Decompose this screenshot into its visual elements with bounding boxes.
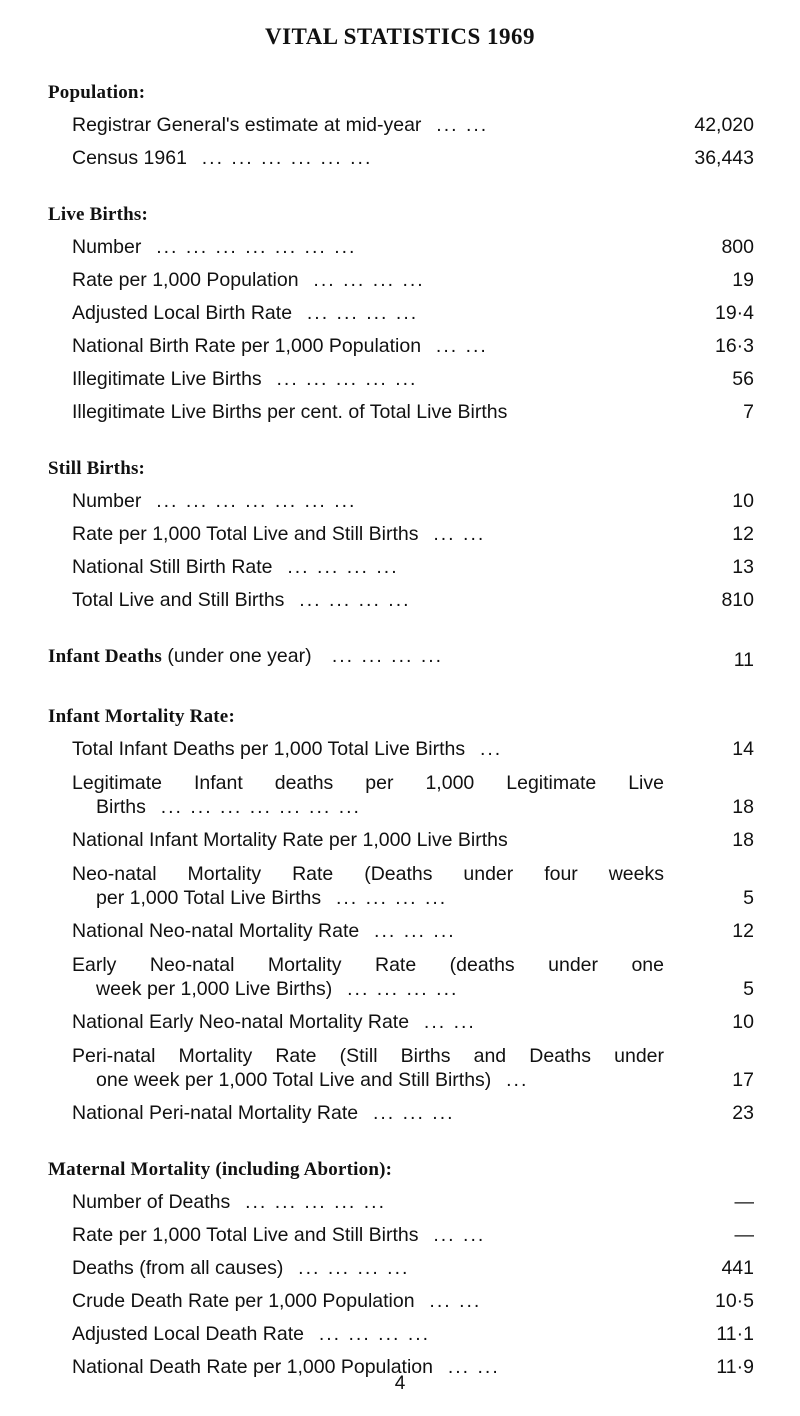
row-value: 19 — [732, 269, 754, 291]
row-label-line1: Legitimate Infant deaths per 1,000 Legitimate Live — [72, 772, 664, 794]
row-value: 11·1 — [716, 1323, 754, 1345]
row-label: Crude Death Rate per 1,000 Population ... ... — [72, 1290, 482, 1312]
leader-dots: ... ... ... ... ... — [261, 368, 418, 390]
leader-dots: ... ... — [418, 1224, 486, 1246]
row-value: 17 — [732, 1069, 754, 1091]
leader-dots: ... ... ... ... ... ... ... — [141, 236, 357, 258]
row-value: 13 — [732, 556, 754, 578]
table-row — [48, 765, 754, 823]
row-value: 10·5 — [714, 1290, 754, 1312]
row-label: Adjusted Local Death Rate ... ... ... ... — [72, 1323, 431, 1345]
row-label-line1: Peri-natal Mortality Rate (Still Births and Deaths under — [72, 1045, 664, 1067]
row-label: Total Live and Still Births ... ... ... ... — [72, 589, 411, 611]
row-value: 42,020 — [694, 114, 754, 136]
table-row — [48, 141, 754, 174]
table-row — [48, 1284, 754, 1317]
row-value: — — [734, 1224, 754, 1246]
table-row — [48, 1005, 754, 1038]
row-label: Deaths (from all causes) ... ... ... ... — [72, 1257, 410, 1279]
heading-qualifier: (under one year) — [161, 645, 312, 667]
row-label: Adjusted Local Birth Rate ... ... ... ... — [72, 302, 419, 324]
row-label — [72, 862, 664, 910]
leader-dots: ... ... ... ... — [272, 556, 399, 578]
table-row — [48, 583, 754, 616]
row-value: 5 — [743, 978, 754, 1000]
row-label: National Early Neo-natal Mortality Rate ... ... — [72, 1011, 476, 1033]
row-value: 36,443 — [694, 147, 754, 169]
row-label-line1: Early Neo-natal Mortality Rate (deaths under one — [72, 954, 664, 976]
row-value: 441 — [721, 1257, 754, 1279]
row-label-line2: Births ... ... ... ... ... ... ... — [96, 796, 361, 818]
table-row — [48, 1218, 754, 1251]
row-value: 810 — [721, 589, 754, 611]
leader-dots: ... ... ... — [359, 920, 456, 942]
row-label: National Peri-natal Mortality Rate ... ... ... — [72, 1102, 455, 1124]
row-label: National Death Rate per 1,000 Population ... ... — [72, 1356, 500, 1378]
row-value: 5 — [743, 887, 754, 909]
row-label: Illegitimate Live Births ... ... ... ... ... — [72, 368, 418, 390]
row-label — [48, 641, 664, 672]
leader-dots: ... ... ... ... — [321, 887, 448, 909]
table-row — [48, 329, 754, 362]
leader-dots: ... ... ... ... — [298, 269, 425, 291]
leader-dots: ... — [465, 738, 503, 760]
leader-dots: ... ... — [421, 335, 488, 357]
table-row — [48, 1251, 754, 1284]
row-label: Rate per 1,000 Total Live and Still Births ... ... — [72, 1224, 486, 1246]
section-heading: Still Births: — [48, 458, 146, 479]
row-label-line2: week per 1,000 Live Births) ... ... ... ... — [96, 978, 459, 1000]
row-label — [72, 1044, 664, 1092]
section-live-births — [48, 199, 754, 428]
row-label: National Still Birth Rate ... ... ... ... — [72, 556, 399, 578]
row-label: Number of Deaths ... ... ... ... ... — [72, 1191, 387, 1213]
table-row — [48, 484, 754, 517]
row-value: 12 — [732, 920, 754, 942]
table-row — [48, 914, 754, 947]
row-label: National Birth Rate per 1,000 Population ... ... — [72, 335, 488, 357]
leader-dots: ... ... ... ... ... ... ... — [141, 490, 357, 512]
leader-dots: ... ... ... ... ... — [230, 1191, 387, 1213]
row-value: — — [734, 1191, 754, 1213]
row-label: Rate per 1,000 Total Live and Still Births ... ... — [72, 523, 486, 545]
leader-dots: ... ... — [433, 1356, 500, 1378]
section-population — [48, 77, 754, 174]
row-value: 11·9 — [716, 1356, 754, 1378]
row-label-line2: one week per 1,000 Total Live and Still Births) ... — [96, 1069, 529, 1091]
section-heading: Infant Deaths — [48, 646, 162, 667]
section-still-births — [48, 453, 754, 616]
section-infant-mortality — [48, 701, 754, 1129]
row-label: Number ... ... ... ... ... ... ... — [72, 490, 357, 512]
table-row — [48, 1096, 754, 1129]
page-number: 4 — [394, 1373, 406, 1394]
row-label-line2: per 1,000 Total Live Births ... ... ... ... — [96, 887, 448, 909]
row-value: 18 — [732, 829, 754, 851]
table-row — [48, 517, 754, 550]
leader-dots: ... ... ... ... — [292, 302, 419, 324]
table-row — [48, 1038, 754, 1096]
row-value: 12 — [732, 523, 754, 545]
table-row — [48, 856, 754, 914]
section-maternal-mortality — [48, 1154, 754, 1383]
row-label: Illegitimate Live Births per cent. of Total Live Births — [72, 401, 508, 423]
table-row — [48, 641, 754, 676]
leader-dots: ... ... ... ... ... ... — [186, 147, 373, 169]
row-value: 18 — [732, 796, 754, 818]
row-label: Rate per 1,000 Population ... ... ... ... — [72, 269, 425, 291]
leader-dots: ... ... — [418, 523, 486, 545]
section-infant-deaths — [48, 641, 754, 676]
row-label: Census 1961 ... ... ... ... ... ... — [72, 147, 373, 169]
table-row — [48, 108, 754, 141]
table-row — [48, 550, 754, 583]
row-value: 16·3 — [714, 335, 754, 357]
row-label: National Infant Mortality Rate per 1,000 Live Births — [72, 829, 508, 851]
table-row — [48, 263, 754, 296]
row-label: Registrar General's estimate at mid-year ... ... — [72, 114, 489, 136]
section-heading: Maternal Mortality (including Abortion): — [48, 1159, 393, 1180]
row-label: Number ... ... ... ... ... ... ... — [72, 236, 357, 258]
leader-dots: ... ... ... ... — [283, 1257, 410, 1279]
row-value: 23 — [732, 1102, 754, 1124]
table-row — [48, 947, 754, 1005]
row-value: 11 — [733, 649, 754, 671]
leader-dots: ... ... ... — [358, 1102, 455, 1124]
row-label — [72, 771, 664, 819]
row-value: 7 — [743, 401, 754, 423]
table-row — [48, 230, 754, 263]
row-value: 10 — [732, 490, 754, 512]
section-heading: Live Births: — [48, 204, 149, 225]
section-heading: Population: — [48, 82, 146, 103]
table-row — [48, 296, 754, 329]
table-row — [48, 823, 754, 856]
row-value: 14 — [732, 738, 754, 760]
table-row — [48, 395, 754, 428]
leader-dots: ... ... ... ... — [303, 1323, 431, 1345]
section-heading: Infant Mortality Rate: — [48, 706, 235, 727]
table-row — [48, 1317, 754, 1350]
row-value: 800 — [721, 236, 754, 258]
row-label — [72, 953, 664, 1001]
leader-dots: ... ... — [409, 1011, 476, 1033]
leader-dots: ... ... ... ... — [317, 645, 444, 667]
row-label: National Neo-natal Mortality Rate ... ... ... — [72, 920, 456, 942]
row-value: 10 — [732, 1011, 754, 1033]
table-row — [48, 362, 754, 395]
table-row — [48, 1185, 754, 1218]
row-value: 56 — [732, 368, 754, 390]
leader-dots: ... ... ... ... — [332, 978, 459, 1000]
row-label-line1: Neo-natal Mortality Rate (Deaths under four weeks — [72, 863, 664, 885]
row-value: 19·4 — [714, 302, 754, 324]
leader-dots: ... — [491, 1069, 529, 1091]
statistics-body — [48, 77, 754, 1408]
row-label: Total Infant Deaths per 1,000 Total Live Births ... — [72, 738, 503, 760]
leader-dots: ... ... ... ... ... ... ... — [145, 796, 361, 818]
leader-dots: ... ... — [421, 114, 489, 136]
table-row — [48, 732, 754, 765]
leader-dots: ... ... ... ... — [284, 589, 411, 611]
leader-dots: ... ... — [414, 1290, 482, 1312]
page-title: VITAL STATISTICS 1969 — [265, 24, 535, 49]
